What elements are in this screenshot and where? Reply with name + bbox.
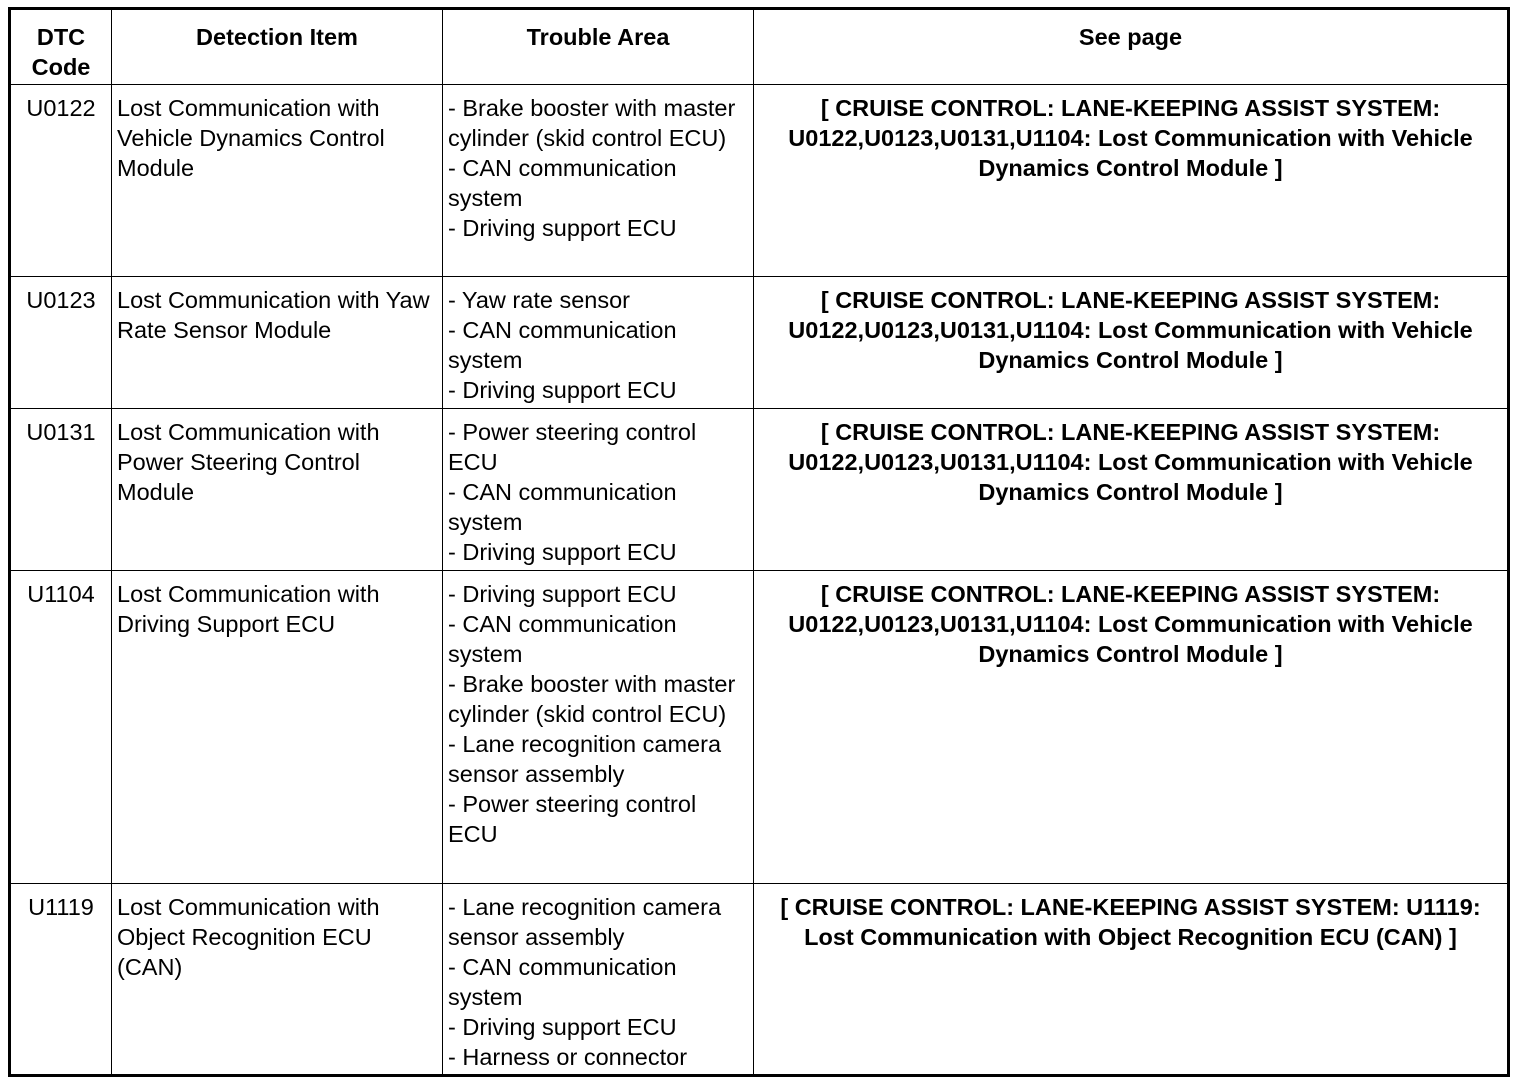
trouble-area-item: - Lane recognition camera sensor assembly: [448, 731, 722, 787]
header-dtc-code-line2: Code: [31, 54, 91, 80]
table-row: [10, 277, 1509, 409]
trouble-area-item: - CAN communication system: [448, 317, 677, 373]
trouble-area-item: - Brake booster with master cylinder (skid control ECU): [448, 95, 736, 151]
trouble-area-item: - Driving support ECU: [448, 1014, 677, 1040]
trouble-area-item: - Lane recognition camera sensor assembly: [448, 894, 722, 950]
trouble-area-item: - CAN communication system: [448, 954, 677, 1010]
table-row: [10, 571, 1509, 884]
see-page-reference: [ CRUISE CONTROL: LANE-KEEPING ASSIST SYSTEM: U0122,U0123,U0131,U1104: Lost Communication with Vehicle Dynamics Control Module ]: [754, 85, 1509, 277]
trouble-area-item: - Power steering control ECU: [448, 791, 697, 847]
trouble-area-item: - Driving support ECU: [448, 539, 677, 565]
detection-item-cell: Lost Communication with Yaw Rate Sensor Module: [112, 277, 443, 409]
trouble-area-item: - CAN communication system: [448, 479, 677, 535]
header-dtc-code-line1: DTC: [36, 24, 86, 50]
trouble-area-item: - Brake booster with master cylinder (skid control ECU): [448, 671, 736, 727]
header-row: [10, 9, 1509, 85]
detection-item-cell: Lost Communication with Vehicle Dynamics Control Module: [112, 85, 443, 277]
see-page-reference: [ CRUISE CONTROL: LANE-KEEPING ASSIST SYSTEM: U0122,U0123,U0131,U1104: Lost Communication with Vehicle Dynamics Control Module ]: [754, 277, 1509, 409]
dtc-code-cell: U0122: [10, 85, 112, 277]
table-header: [10, 9, 1509, 85]
dtc-code-cell: U1119: [10, 884, 112, 1076]
trouble-area-item: - Power steering control ECU: [448, 419, 697, 475]
trouble-area-item: - Driving support ECU: [448, 377, 677, 403]
see-page-reference: [ CRUISE CONTROL: LANE-KEEPING ASSIST SYSTEM: U0122,U0123,U0131,U1104: Lost Communication with Vehicle Dynamics Control Module ]: [754, 409, 1509, 571]
table-row: [10, 884, 1509, 1076]
trouble-area-item: - Yaw rate sensor: [448, 287, 630, 313]
trouble-area-item: - CAN communication system: [448, 611, 677, 667]
dtc-code-cell: U1104: [10, 571, 112, 884]
trouble-area-cell: [443, 884, 754, 1076]
dtc-table: [8, 7, 1510, 1077]
trouble-area-cell: [443, 571, 754, 884]
trouble-area-cell: [443, 277, 754, 409]
detection-item-cell: Lost Communication with Driving Support ECU: [112, 571, 443, 884]
detection-item-cell: Lost Communication with Object Recognition ECU (CAN): [112, 884, 443, 1076]
dtc-code-cell: U0123: [10, 277, 112, 409]
see-page-reference: [ CRUISE CONTROL: LANE-KEEPING ASSIST SYSTEM: U1119: Lost Communication with Object Recognition ECU (CAN) ]: [754, 884, 1509, 1076]
table-row: [10, 85, 1509, 277]
dtc-code-cell: U0131: [10, 409, 112, 571]
detection-item-cell: Lost Communication with Power Steering Control Module: [112, 409, 443, 571]
header-dtc-code: [10, 9, 112, 85]
trouble-area-item: - Driving support ECU: [448, 581, 677, 607]
trouble-area-cell: [443, 85, 754, 277]
trouble-area-item: - CAN communication system: [448, 155, 677, 211]
header-see-page: See page: [754, 9, 1509, 85]
see-page-reference: [ CRUISE CONTROL: LANE-KEEPING ASSIST SYSTEM: U0122,U0123,U0131,U1104: Lost Communication with Vehicle Dynamics Control Module ]: [754, 571, 1509, 884]
trouble-area-cell: [443, 409, 754, 571]
trouble-area-item: - Harness or connector: [448, 1044, 688, 1070]
table-row: [10, 409, 1509, 571]
table-body: [10, 85, 1509, 1076]
header-trouble-area: Trouble Area: [443, 9, 754, 85]
header-detection-item: Detection Item: [112, 9, 443, 85]
trouble-area-item: - Driving support ECU: [448, 215, 677, 241]
